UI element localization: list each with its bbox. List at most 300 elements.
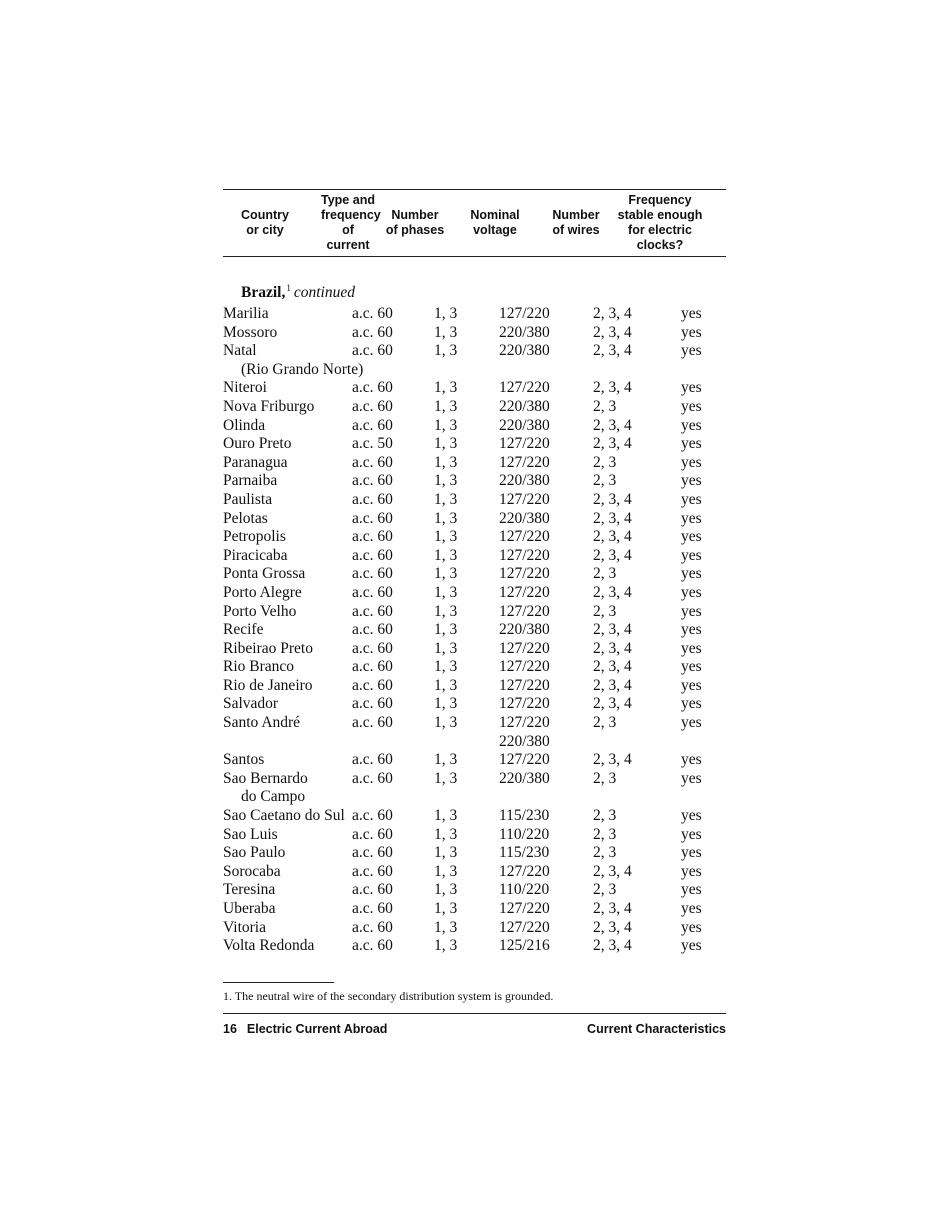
- cell-voltage: [499, 454, 550, 473]
- cell-city-text: Santo André: [223, 714, 301, 732]
- cell-wires-text: 2, 3, 4: [593, 583, 632, 601]
- table-row: [223, 770, 726, 807]
- cell-stable-text: yes: [681, 323, 702, 341]
- cell-wires-text: 2, 3, 4: [593, 435, 632, 453]
- cell-city: [223, 621, 263, 640]
- cell-voltage-text: 127/220: [499, 714, 550, 732]
- cell-stable: [681, 324, 702, 343]
- cell-stable: [681, 807, 702, 826]
- cell-wires-text: 2, 3, 4: [593, 751, 632, 769]
- cell-wires: [593, 807, 616, 826]
- cell-stable-text: yes: [681, 676, 702, 694]
- cell-type-text: a.c. 60: [352, 695, 393, 713]
- cell-city-text: Uberaba: [223, 900, 276, 917]
- cell-stable-text: yes: [681, 305, 702, 322]
- cell-city: [223, 751, 264, 770]
- cell-wires: [593, 900, 632, 919]
- cell-voltage-text: 127/220: [499, 695, 550, 713]
- cell-stable: [681, 584, 702, 603]
- cell-type: [352, 714, 393, 733]
- cell-stable: [681, 900, 702, 919]
- cell-voltage-text: 127/220: [499, 490, 550, 508]
- cell-phases-text: 1, 3: [434, 397, 458, 415]
- cell-type-text: a.c. 60: [352, 825, 393, 843]
- cell-phases-text: 1, 3: [434, 695, 458, 713]
- cell-wires-text: 2, 3: [593, 844, 617, 862]
- footer-rule: [223, 1013, 726, 1014]
- cell-stable: [681, 435, 702, 454]
- cell-city-text: Nova Friburgo: [223, 397, 315, 415]
- cell-voltage: [499, 881, 549, 900]
- section-heading: [241, 279, 726, 301]
- cell-phases-text: 1, 3: [434, 435, 458, 453]
- cell-city-text: Marilia: [223, 305, 269, 322]
- cell-wires: [593, 342, 632, 361]
- cell-voltage-text: 127/220: [499, 583, 550, 601]
- cell-city: [223, 491, 272, 510]
- cell-type-text: a.c. 60: [352, 676, 393, 694]
- cell-type: [352, 621, 393, 640]
- cell-voltage-text: 127/220: [499, 639, 550, 657]
- cell-stable: [681, 826, 702, 845]
- cell-wires-text: 2, 3: [593, 472, 617, 490]
- cell-stable: [681, 937, 702, 956]
- cell-type-text: a.c. 60: [352, 844, 393, 862]
- cell-stable-text: yes: [681, 621, 702, 639]
- cell-voltage-text: 127/220: [499, 862, 550, 880]
- cell-type: [352, 807, 393, 826]
- cell-city: [223, 472, 277, 491]
- cell-voltage: [499, 510, 550, 529]
- cell-voltage-text: 220/380: [499, 397, 550, 415]
- cell-stable-text: yes: [681, 583, 702, 601]
- cell-wires: [593, 751, 632, 770]
- cell-type: [352, 640, 393, 659]
- cell-stable-text: yes: [681, 751, 702, 769]
- cell-type-text: a.c. 60: [352, 323, 393, 341]
- cell-type-text: a.c. 60: [352, 937, 393, 955]
- cell-city-continued: do Campo: [241, 788, 306, 806]
- cell-voltage: [499, 919, 550, 938]
- cell-phases-text: 1, 3: [434, 751, 458, 769]
- cell-wires: [593, 398, 616, 417]
- cell-stable: [681, 472, 702, 491]
- section-continued: continued: [293, 284, 355, 301]
- cell-wires: [593, 881, 616, 900]
- cell-voltage-text: 127/220: [499, 546, 550, 564]
- cell-stable: [681, 603, 702, 622]
- cell-city: [223, 379, 267, 398]
- cell-stable-text: yes: [681, 769, 702, 787]
- cell-type: [352, 342, 393, 361]
- cell-wires: [593, 491, 632, 510]
- cell-voltage-text: 220/380: [499, 323, 550, 341]
- cell-type-text: a.c. 60: [352, 807, 393, 825]
- table-row: [223, 472, 726, 491]
- cell-stable-text: yes: [681, 397, 702, 415]
- cell-voltage: [499, 640, 550, 659]
- cell-phases-text: 1, 3: [434, 490, 458, 508]
- cell-voltage-text: 220/380: [499, 472, 550, 490]
- table-row: [223, 937, 726, 956]
- cell-phases: [434, 621, 457, 640]
- table-row: [223, 677, 726, 696]
- cell-phases-text: 1, 3: [434, 342, 458, 360]
- table-row: [223, 454, 726, 473]
- cell-city: [223, 510, 268, 529]
- cell-city-continued: (Rio Grando Norte): [241, 360, 364, 378]
- cell-voltage-text: 127/220: [499, 565, 550, 583]
- cell-phases: [434, 547, 457, 566]
- cell-wires: [593, 417, 632, 436]
- cell-wires: [593, 640, 632, 659]
- cell-voltage-text: 127/220: [499, 751, 550, 769]
- cell-phases-text: 1, 3: [434, 453, 458, 471]
- cell-voltage-text: 115/230: [499, 807, 550, 825]
- cell-city-text: Pelotas: [223, 509, 268, 527]
- cell-city: [223, 603, 296, 622]
- table-row: [223, 435, 726, 454]
- header-wires: Number of wires: [552, 208, 600, 237]
- cell-wires-text: 2, 3, 4: [593, 900, 632, 917]
- cell-city: [223, 565, 305, 584]
- cell-type-text: a.c. 60: [352, 602, 393, 620]
- cell-type: [352, 547, 393, 566]
- table-row: [223, 621, 726, 640]
- cell-stable-text: yes: [681, 379, 702, 397]
- cell-voltage: [499, 472, 550, 491]
- cell-wires: [593, 435, 632, 454]
- cell-city: [223, 454, 288, 473]
- cell-voltage: [499, 714, 550, 751]
- cell-voltage: [499, 900, 550, 919]
- cell-voltage-text: 127/220: [499, 305, 550, 322]
- cell-phases: [434, 491, 457, 510]
- cell-phases-text: 1, 3: [434, 676, 458, 694]
- cell-city-text: Recife: [223, 621, 264, 639]
- table-row: [223, 826, 726, 845]
- cell-phases-text: 1, 3: [434, 546, 458, 564]
- cell-wires-text: 2, 3: [593, 881, 617, 899]
- cell-stable-text: yes: [681, 435, 702, 453]
- cell-voltage: [499, 658, 550, 677]
- cell-type: [352, 603, 393, 622]
- cell-wires-text: 2, 3: [593, 769, 617, 787]
- cell-stable-text: yes: [681, 918, 702, 936]
- cell-voltage-text: 127/220: [499, 658, 550, 676]
- cell-city: [223, 807, 345, 826]
- cell-city-text: Ribeirao Preto: [223, 639, 313, 657]
- cell-wires-text: 2, 3, 4: [593, 695, 632, 713]
- cell-phases-text: 1, 3: [434, 807, 458, 825]
- cell-type: [352, 454, 393, 473]
- cell-phases: [434, 826, 457, 845]
- cell-wires: [593, 454, 616, 473]
- cell-type-text: a.c. 60: [352, 546, 393, 564]
- cell-stable: [681, 919, 702, 938]
- cell-phases: [434, 937, 457, 956]
- cell-city-text: Parnaiba: [223, 472, 278, 490]
- cell-voltage-text: 127/220: [499, 918, 550, 936]
- cell-voltage: [499, 305, 550, 324]
- section-title: Current Characteristics: [587, 1021, 726, 1036]
- cell-city: [223, 826, 278, 845]
- cell-stable: [681, 751, 702, 770]
- cell-type: [352, 863, 393, 882]
- cell-type: [352, 900, 393, 919]
- cell-wires-text: 2, 3, 4: [593, 621, 632, 639]
- cell-stable-text: yes: [681, 565, 702, 583]
- table-body: [223, 305, 726, 956]
- cell-phases: [434, 640, 457, 659]
- cell-city: [223, 881, 275, 900]
- cell-city: [223, 937, 314, 956]
- table-row: [223, 342, 726, 379]
- cell-phases: [434, 807, 457, 826]
- cell-city: [223, 919, 266, 938]
- cell-wires: [593, 937, 632, 956]
- cell-phases-text: 1, 3: [434, 844, 458, 862]
- cell-voltage-text: 220/380: [499, 509, 550, 527]
- cell-stable-text: yes: [681, 807, 702, 825]
- cell-wires: [593, 826, 616, 845]
- cell-phases: [434, 714, 457, 733]
- cell-phases-text: 1, 3: [434, 472, 458, 490]
- table-row: [223, 510, 726, 529]
- cell-wires: [593, 547, 632, 566]
- cell-phases: [434, 658, 457, 677]
- cell-city-text: Piracicaba: [223, 546, 288, 564]
- cell-voltage-text: 127/220: [499, 435, 550, 453]
- cell-wires-text: 2, 3: [593, 453, 617, 471]
- cell-city-text: Ponta Grossa: [223, 565, 306, 583]
- cell-phases: [434, 844, 457, 863]
- cell-phases: [434, 510, 457, 529]
- cell-type: [352, 695, 393, 714]
- cell-wires: [593, 565, 616, 584]
- cell-type: [352, 826, 393, 845]
- cell-wires-text: 2, 3, 4: [593, 918, 632, 936]
- cell-phases: [434, 379, 457, 398]
- cell-type: [352, 417, 393, 436]
- cell-city: [223, 844, 285, 863]
- cell-stable-text: yes: [681, 695, 702, 713]
- cell-type-text: a.c. 60: [352, 862, 393, 880]
- cell-city-text: Porto Velho: [223, 602, 297, 620]
- cell-wires-text: 2, 3: [593, 397, 617, 415]
- cell-voltage: [499, 695, 550, 714]
- cell-voltage-text: 110/220: [499, 825, 550, 843]
- cell-stable: [681, 379, 702, 398]
- cell-type: [352, 510, 393, 529]
- cell-wires-text: 2, 3: [593, 807, 617, 825]
- table-row: [223, 751, 726, 770]
- cell-stable: [681, 714, 702, 733]
- cell-city: [223, 640, 313, 659]
- table-row: [223, 417, 726, 436]
- cell-type-text: a.c. 60: [352, 416, 393, 434]
- cell-city: [223, 695, 278, 714]
- cell-wires: [593, 324, 632, 343]
- section-country: Brazil,: [241, 284, 286, 301]
- cell-phases-text: 1, 3: [434, 621, 458, 639]
- cell-phases: [434, 342, 457, 361]
- cell-type: [352, 398, 393, 417]
- cell-city-text: Mossoro: [223, 323, 278, 341]
- cell-phases-text: 1, 3: [434, 565, 458, 583]
- table-row: [223, 547, 726, 566]
- cell-city-text: Rio Branco: [223, 658, 295, 676]
- cell-stable: [681, 454, 702, 473]
- cell-stable-text: yes: [681, 509, 702, 527]
- table-row: [223, 565, 726, 584]
- cell-wires: [593, 379, 632, 398]
- cell-voltage: [499, 621, 550, 640]
- cell-phases-text: 1, 3: [434, 714, 458, 732]
- cell-wires-text: 2, 3, 4: [593, 639, 632, 657]
- cell-phases: [434, 528, 457, 547]
- cell-voltage-text: 110/220: [499, 881, 550, 899]
- cell-stable-text: yes: [681, 528, 702, 546]
- cell-wires: [593, 510, 632, 529]
- cell-wires-text: 2, 3: [593, 602, 617, 620]
- cell-type: [352, 677, 393, 696]
- cell-city-text: Rio de Janeiro: [223, 676, 313, 694]
- book-title: Electric Current Abroad: [246, 1021, 388, 1036]
- cell-type-text: a.c. 60: [352, 583, 393, 601]
- cell-city: [223, 770, 308, 807]
- cell-city: [223, 528, 286, 547]
- cell-phases-text: 1, 3: [434, 881, 458, 899]
- header-voltage: Nominal voltage: [470, 208, 520, 237]
- cell-phases-text: 1, 3: [434, 305, 458, 322]
- table-row: [223, 491, 726, 510]
- cell-phases: [434, 454, 457, 473]
- cell-phases: [434, 584, 457, 603]
- cell-voltage: [499, 770, 550, 789]
- cell-wires-text: 2, 3, 4: [593, 379, 632, 397]
- cell-voltage: [499, 826, 549, 845]
- cell-voltage: [499, 547, 550, 566]
- cell-wires-text: 2, 3, 4: [593, 937, 632, 955]
- cell-stable-text: yes: [681, 714, 702, 732]
- cell-wires: [593, 584, 632, 603]
- cell-type: [352, 770, 393, 789]
- cell-type-text: a.c. 60: [352, 639, 393, 657]
- cell-stable: [681, 398, 702, 417]
- cell-city-text: Volta Redonda: [223, 937, 315, 955]
- cell-stable: [681, 658, 702, 677]
- cell-type: [352, 658, 393, 677]
- cell-phases: [434, 919, 457, 938]
- cell-city-text: Ouro Preto: [223, 435, 292, 453]
- cell-voltage: [499, 565, 550, 584]
- cell-stable-text: yes: [681, 453, 702, 471]
- cell-city: [223, 417, 265, 436]
- cell-phases: [434, 435, 457, 454]
- cell-city-text: Paranagua: [223, 453, 288, 471]
- cell-wires-text: 2, 3: [593, 565, 617, 583]
- cell-wires: [593, 863, 632, 882]
- cell-voltage: [499, 435, 550, 454]
- cell-wires: [593, 528, 632, 547]
- cell-stable: [681, 491, 702, 510]
- cell-type-text: a.c. 60: [352, 658, 393, 676]
- cell-type: [352, 919, 393, 938]
- cell-phases-text: 1, 3: [434, 416, 458, 434]
- table-row: [223, 863, 726, 882]
- cell-wires: [593, 770, 616, 789]
- cell-phases-text: 1, 3: [434, 528, 458, 546]
- cell-wires-text: 2, 3, 4: [593, 658, 632, 676]
- cell-city-text: Sao Bernardo: [223, 769, 308, 787]
- table-row: [223, 640, 726, 659]
- cell-stable: [681, 528, 702, 547]
- cell-stable: [681, 342, 702, 361]
- cell-type-text: a.c. 60: [352, 714, 393, 732]
- table-row: [223, 844, 726, 863]
- cell-city-text: Teresina: [223, 881, 276, 899]
- cell-voltage: [499, 751, 550, 770]
- cell-stable-text: yes: [681, 825, 702, 843]
- cell-stable: [681, 640, 702, 659]
- cell-type: [352, 528, 393, 547]
- cell-type-text: a.c. 60: [352, 342, 393, 360]
- cell-phases: [434, 881, 457, 900]
- cell-type: [352, 324, 393, 343]
- cell-stable-text: yes: [681, 472, 702, 490]
- table-row: [223, 603, 726, 622]
- cell-voltage-text: 127/220: [499, 602, 550, 620]
- cell-city-text: Sorocaba: [223, 862, 281, 880]
- cell-voltage-text: 115/230: [499, 844, 550, 862]
- cell-stable-text: yes: [681, 658, 702, 676]
- footnote-ref: 1: [286, 283, 291, 293]
- cell-phases-text: 1, 3: [434, 862, 458, 880]
- cell-phases-text: 1, 3: [434, 602, 458, 620]
- cell-voltage: [499, 491, 550, 510]
- cell-type: [352, 491, 393, 510]
- page-footer: [223, 1022, 726, 1036]
- cell-city: [223, 584, 302, 603]
- cell-stable: [681, 547, 702, 566]
- cell-wires: [593, 472, 616, 491]
- table-row: [223, 658, 726, 677]
- cell-wires-text: 2, 3, 4: [593, 323, 632, 341]
- cell-voltage: [499, 417, 550, 436]
- cell-wires-text: 2, 3, 4: [593, 305, 632, 322]
- cell-phases-text: 1, 3: [434, 639, 458, 657]
- table-row: [223, 900, 726, 919]
- cell-stable: [681, 417, 702, 436]
- cell-phases-text: 1, 3: [434, 937, 458, 955]
- table-row: [223, 919, 726, 938]
- cell-type-text: a.c. 60: [352, 472, 393, 490]
- cell-phases: [434, 305, 457, 324]
- cell-stable-text: yes: [681, 844, 702, 862]
- table-row: [223, 584, 726, 603]
- cell-city-text: Paulista: [223, 490, 273, 508]
- cell-stable: [681, 881, 702, 900]
- cell-wires: [593, 677, 632, 696]
- table-header-rule: [223, 256, 726, 257]
- cell-phases-text: 1, 3: [434, 769, 458, 787]
- cell-type-text: a.c. 60: [352, 881, 393, 899]
- cell-voltage: [499, 863, 550, 882]
- cell-city: [223, 324, 277, 343]
- cell-wires-text: 2, 3: [593, 714, 617, 732]
- cell-city-text: Petropolis: [223, 528, 286, 546]
